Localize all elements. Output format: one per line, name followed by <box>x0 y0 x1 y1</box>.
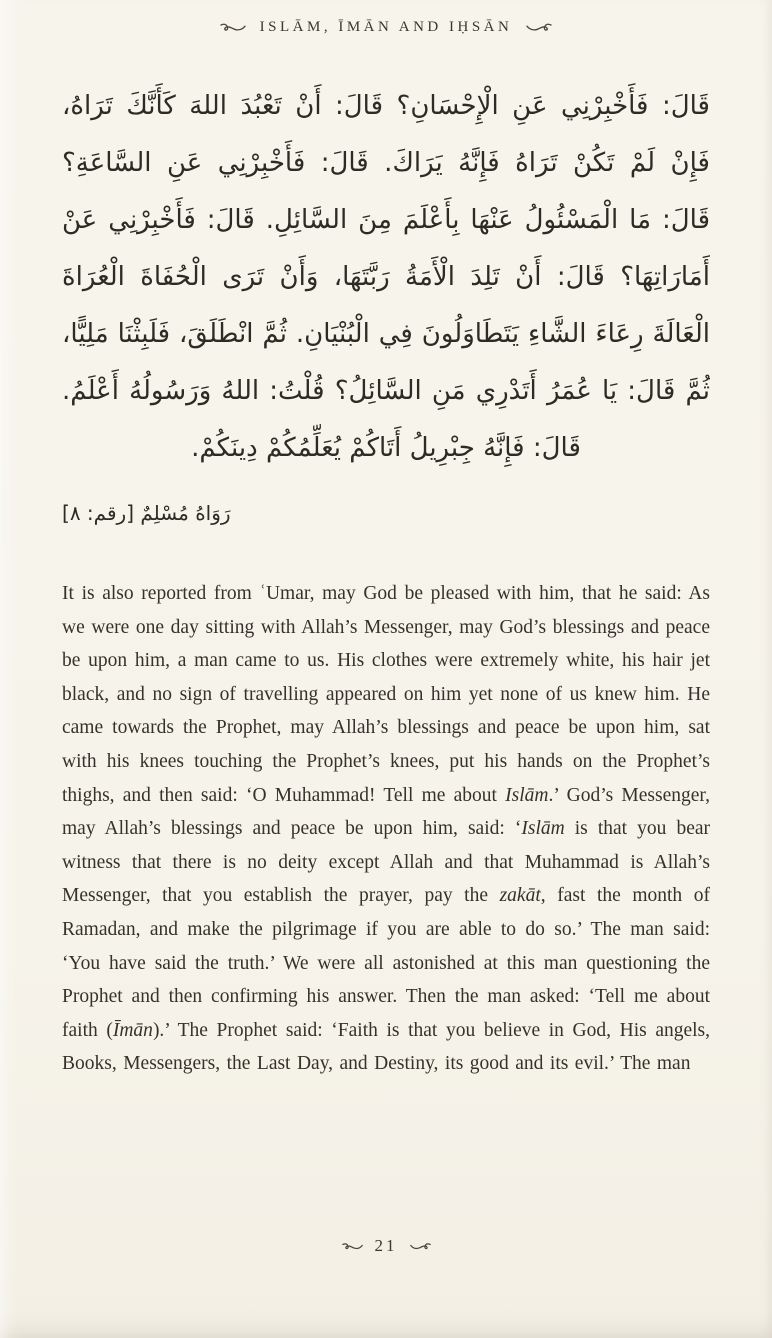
hadith-source-citation: رَوَاهُ مُسْلِمٌ [رقم: ٨] <box>62 501 231 525</box>
arabic-line: فَإِنْ لَمْ تَكُنْ تَرَاهُ فَإِنَّهُ يَرَاكَ. قَالَ: فَأَخْبِرْنِي عَنِ السَّاعَةِ؟ <box>62 148 710 178</box>
translation-paragraph <box>62 577 710 1081</box>
text-segment: .’ God’s Messenger, may Allah’s blessings and peace be upon him, said: ‘ <box>62 784 710 840</box>
arabic-line: الْعَالَةَ رِعَاءَ الشَّاءِ يَتَطَاوَلُونَ فِي الْبُنْيَانِ. ثُمَّ انْطَلَقَ، فَلَبِثْنَا مَلِيًّا، <box>62 319 710 349</box>
fleuron-ornament-icon <box>342 1241 363 1252</box>
text-segment: Islām <box>521 818 565 840</box>
arabic-line: ثُمَّ قَالَ: يَا عُمَرُ أَتَدْرِي مَنِ السَّائِلُ؟ قُلْتُ: اللهُ وَرَسُولُهُ أَعْلَمُ. <box>62 376 710 406</box>
fleuron-ornament-icon <box>220 21 246 34</box>
arabic-line: قَالَ: فَإِنَّهُ جِبْرِيلُ أَتَاكُمْ يُعَلِّمُكُمْ دِينَكُمْ. <box>191 433 581 463</box>
arabic-hadith-text <box>62 78 710 477</box>
page-footer <box>0 1236 772 1256</box>
arabic-line: قَالَ: فَأَخْبِرْنِي عَنِ الْإِحْسَانِ؟ قَالَ: أَنْ تَعْبُدَ اللهَ كَأَنَّكَ تَرَاهُ، <box>62 91 710 121</box>
arabic-line: أَمَارَاتِهَا؟ قَالَ: أَنْ تَلِدَ الْأَمَةُ رَبَّتَهَا، وَأَنْ تَرَى الْحُفَاةَ الْعُرَاةَ <box>62 262 710 292</box>
page-number: 21 <box>374 1236 398 1255</box>
running-header <box>0 0 772 36</box>
chapter-title: ISLĀM, ĪMĀN AND IḤSĀN <box>259 19 513 35</box>
text-segment: , fast the month of Ramadan, and make the pilgrimage if you are able to do so.’ The man said: ‘You have said the truth.’ We were all astonished at this man questioning the Prophet and then confirming his answer. Then the man asked: ‘Tell me about faith ( <box>62 885 710 1041</box>
text-segment: zakāt <box>499 885 541 907</box>
fleuron-ornament-icon <box>526 21 552 34</box>
fleuron-ornament-icon <box>410 1241 431 1252</box>
arabic-line: قَالَ: مَا الْمَسْئُولُ عَنْهَا بِأَعْلَمَ مِنَ السَّائِلِ. قَالَ: فَأَخْبِرْنِي عَنْ <box>62 205 710 235</box>
text-segment: Islām <box>505 784 549 806</box>
text-segment: It is also reported from ʿUmar, may God be pleased with him, that he said: As we were one day sitting with Allah’s Messenger, may God’s blessings and peace be upon him, a man came to us. His clothes were extremely white, his hair jet black, and no sign of travelling appeared on him yet none of us knew him. He came towards the Prophet, may Allah’s blessings and peace be upon him, sat with his knees touching the Prophet’s knees, put his hands on the Prophet’s thighs, and then said: ‘O Muhammad! Tell me about <box>62 583 710 806</box>
text-segment: is that you bear witness that there is no deity except Allah and that Muhammad is Allah’s Messenger, that you establish the prayer, pay the <box>62 818 710 907</box>
text-segment: Īmān <box>112 1019 153 1041</box>
text-segment: ).’ The Prophet said: ‘Faith is that you believe in God, His angels, Books, Messengers, the Last Day, and Destiny, its good and its evil.’ The man <box>62 1019 711 1075</box>
